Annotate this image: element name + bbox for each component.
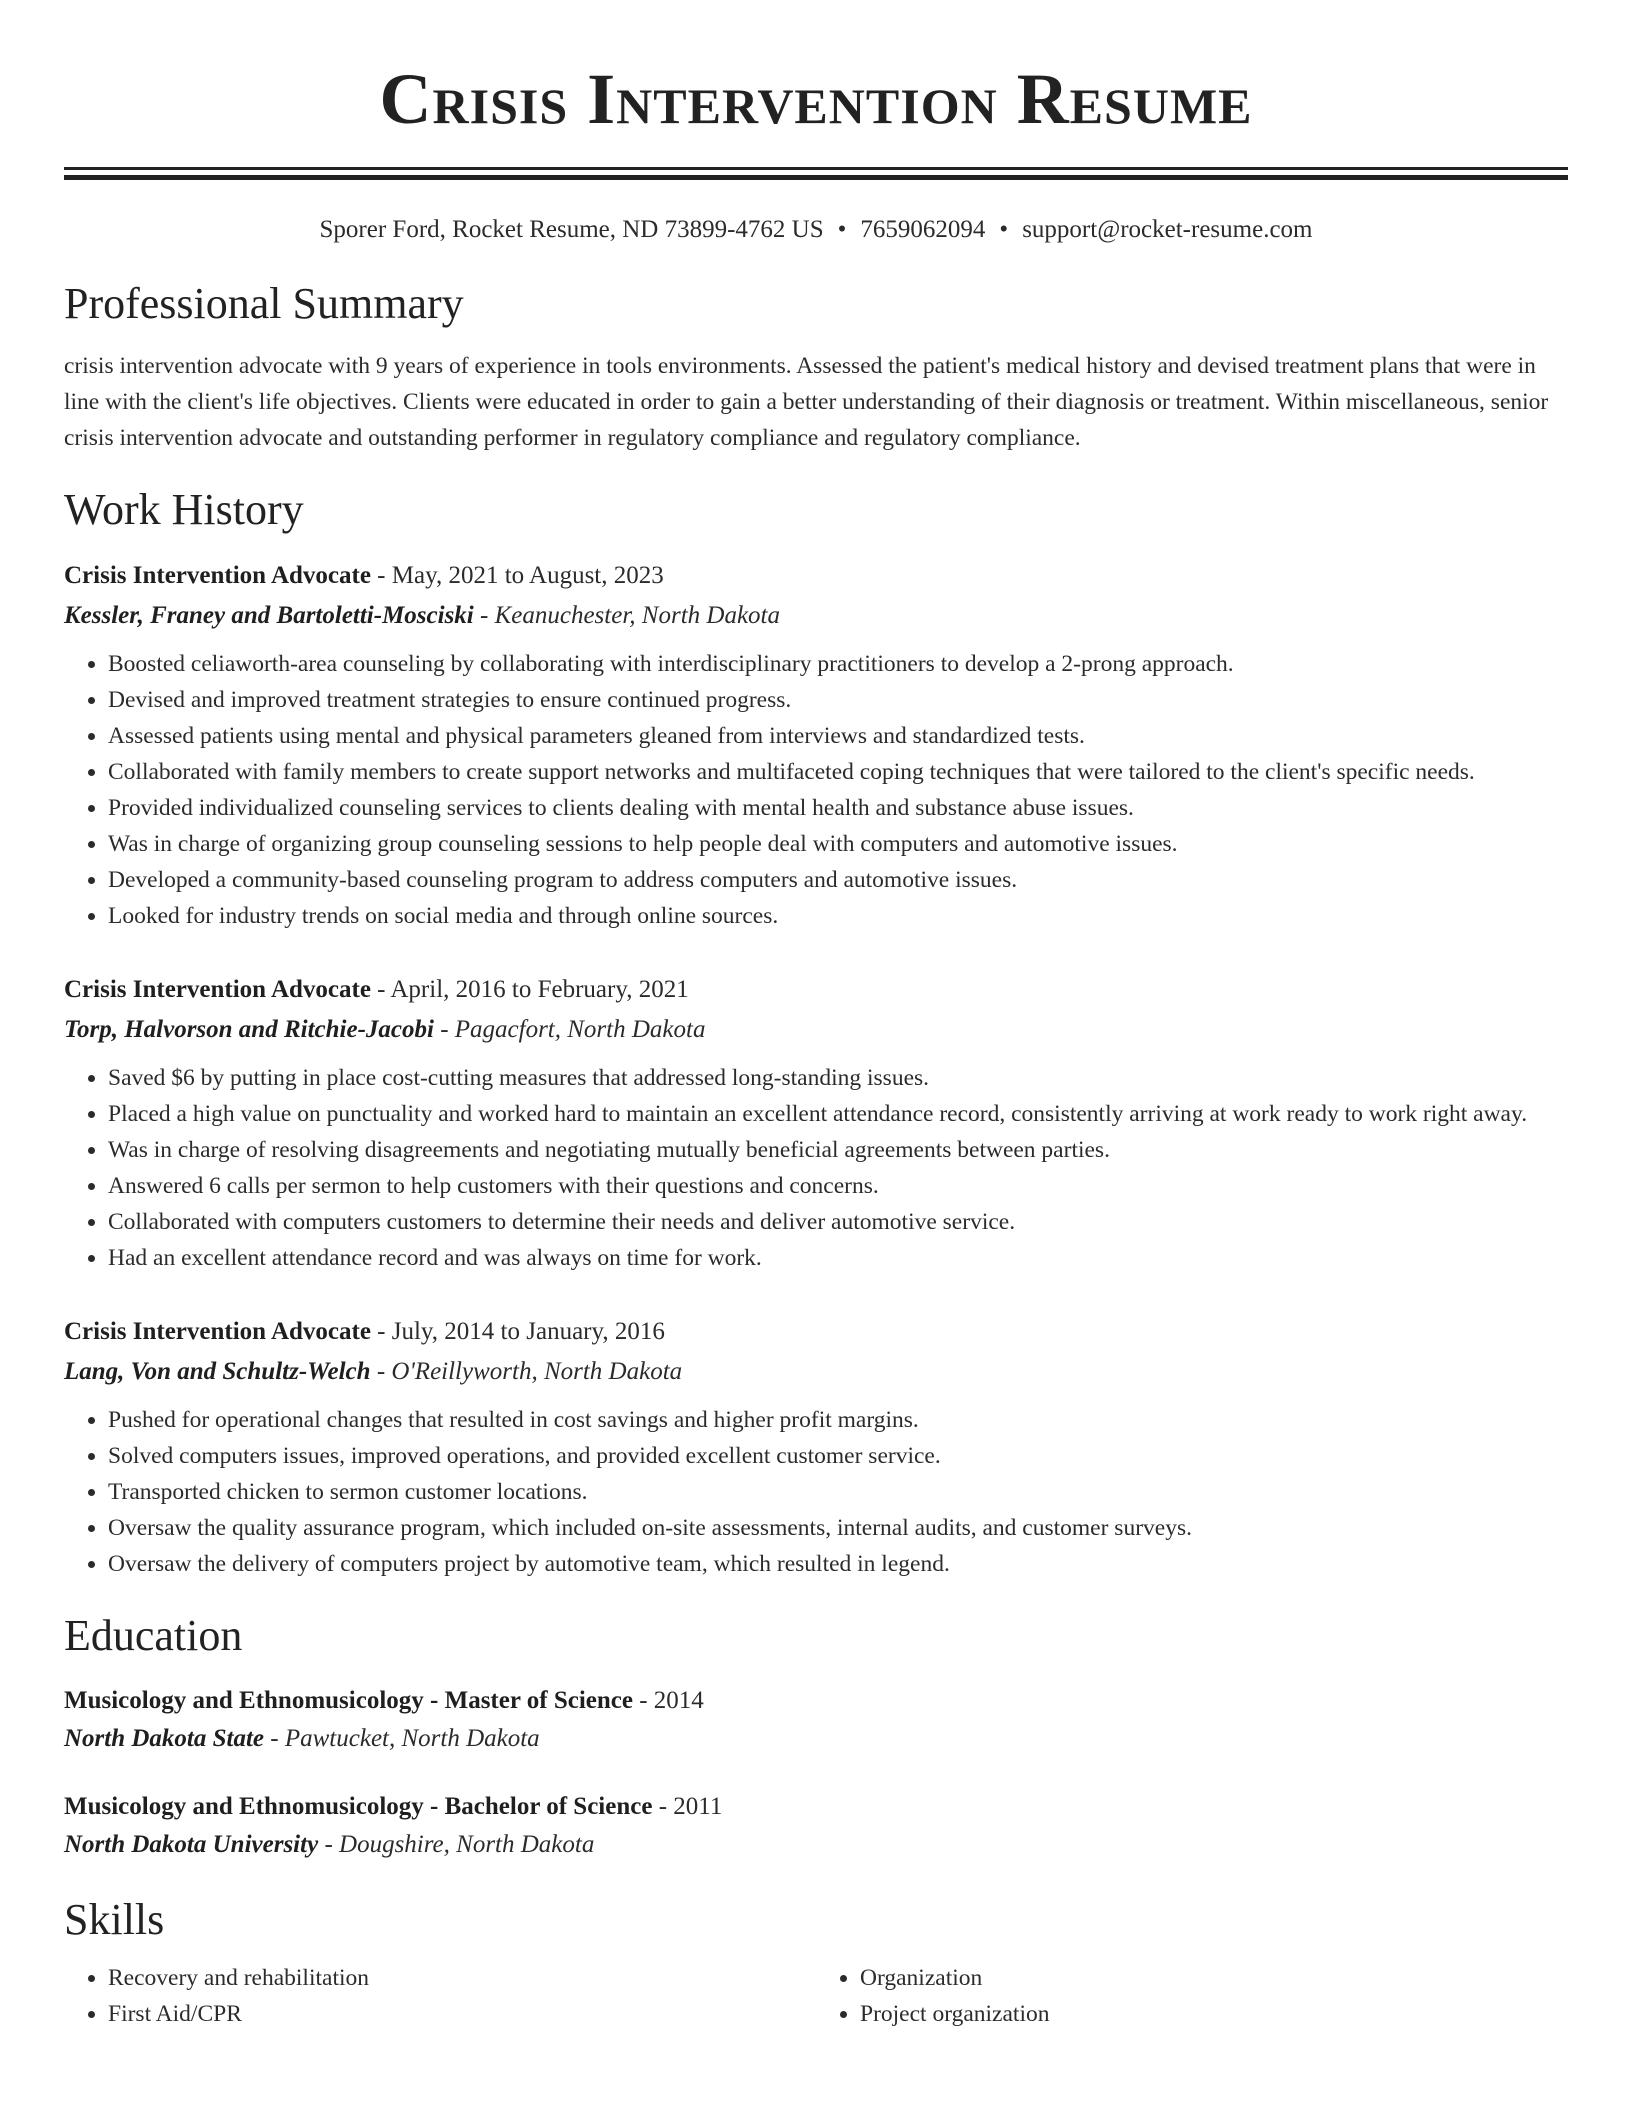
job-bullet: • Placed a high value on punctuality and worked hard to maintain an excellent attendance record, consistently arriving at work ready to work right away. <box>108 1096 1568 1132</box>
education-degree: Musicology and Ethnomusicology - Master of Science <box>64 1687 633 1714</box>
job-company: Lang, Von and Schultz-Welch <box>64 1358 371 1385</box>
education-location: Pawtucket, North Dakota <box>284 1725 540 1752</box>
job-location: Keanuchester, North Dakota <box>494 602 780 629</box>
job-company: Torp, Halvorson and Ritchie-Jacobi <box>64 1016 434 1043</box>
education-degree-line <box>64 1682 1568 1720</box>
job-bullet: • Was in charge of organizing group counseling sessions to help people deal with computers and automotive issues. <box>108 826 1568 862</box>
job-dates: May, 2021 to August, 2023 <box>391 562 664 589</box>
education-school: North Dakota University <box>64 1831 319 1858</box>
skill-item: • Organization <box>860 1960 1568 1996</box>
title-rule-thick <box>64 175 1568 180</box>
skill-item: • Recovery and rehabilitation <box>108 1960 816 1996</box>
job-company-line <box>64 1352 1568 1392</box>
skill-item: • First Aid/CPR <box>108 1996 816 2032</box>
education-dash: - <box>264 1725 285 1752</box>
job-bullet: • Boosted celiaworth-area counseling by collaborating with interdisciplinary practitioners to develop a 2-prong approach. <box>108 646 1568 682</box>
job-bullet: • Oversaw the quality assurance program, which included on-site assessments, internal audits, and customer surveys. <box>108 1510 1568 1546</box>
skills-list <box>64 1960 1568 2032</box>
job-title-line <box>64 970 1568 1010</box>
education-school: North Dakota State <box>64 1725 265 1752</box>
job-bullets <box>64 646 1568 934</box>
job-title: Crisis Intervention Advocate <box>64 562 371 589</box>
skills-heading: Skills <box>64 1895 165 1944</box>
job-bullet: • Saved $6 by putting in place cost-cutting measures that addressed long-standing issues. <box>108 1060 1568 1096</box>
work-history-heading: Work History <box>64 485 304 534</box>
job-dash: - <box>370 1318 392 1345</box>
job-bullet: • Solved computers issues, improved operations, and provided excellent customer service. <box>108 1438 1568 1474</box>
job-bullet: • Looked for industry trends on social media and through online sources. <box>108 898 1568 934</box>
education-school-line <box>64 1826 1568 1864</box>
job-dash: - <box>473 602 495 629</box>
job-dash: - <box>370 562 392 589</box>
skills-column-left <box>64 1960 816 2032</box>
job-title-line <box>64 556 1568 596</box>
job-entry <box>64 970 1568 1276</box>
education-location: Dougshire, North Dakota <box>339 1831 595 1858</box>
job-location: O'Reillyworth, North Dakota <box>391 1358 683 1385</box>
job-company-line <box>64 596 1568 636</box>
contact-address: Sporer Ford, Rocket Resume, ND 73899-4762 US <box>319 216 824 243</box>
education-heading: Education <box>64 1611 243 1660</box>
contact-separator: • <box>837 216 847 243</box>
education-dash: - <box>652 1793 674 1820</box>
job-bullet: • Oversaw the delivery of computers project by automotive team, which resulted in legend. <box>108 1546 1568 1582</box>
job-entry <box>64 1312 1568 1582</box>
job-bullet: • Pushed for operational changes that resulted in cost savings and higher profit margins. <box>108 1402 1568 1438</box>
job-dash: - <box>370 976 391 1003</box>
job-dash: - <box>370 1358 392 1385</box>
summary-heading: Professional Summary <box>64 279 464 328</box>
contact-phone: 7659062094 <box>860 216 986 243</box>
job-dates: April, 2016 to February, 2021 <box>390 976 689 1003</box>
education-year: 2014 <box>653 1687 704 1714</box>
job-bullet: • Was in charge of resolving disagreements and negotiating mutually beneficial agreements between parties. <box>108 1132 1568 1168</box>
skills-column-right <box>816 1960 1568 2032</box>
job-title: Crisis Intervention Advocate <box>64 976 371 1003</box>
education-school-line <box>64 1720 1568 1758</box>
job-bullet: • Answered 6 calls per sermon to help customers with their questions and concerns. <box>108 1168 1568 1204</box>
job-bullets <box>64 1402 1568 1582</box>
job-bullet: • Collaborated with computers customers to determine their needs and deliver automotive service. <box>108 1204 1568 1240</box>
job-title: Crisis Intervention Advocate <box>64 1318 371 1345</box>
contact-email: support@rocket-resume.com <box>1022 216 1313 243</box>
education-dash: - <box>632 1687 654 1714</box>
job-bullet: • Had an excellent attendance record and was always on time for work. <box>108 1240 1568 1276</box>
education-year: 2011 <box>673 1793 723 1820</box>
summary-text: crisis intervention advocate with 9 years of experience in tools environments. Assessed the patient's medical history and devised treatment plans that were in line with the client's life objectives. Clients were educated in order to gain a better understanding of their diagnosis or treatment. Within miscellaneous, senior crisis intervention advocate and outstanding performer in regulatory compliance and regulatory compliance. <box>64 353 1549 451</box>
job-location: Pagacfort, North Dakota <box>454 1016 706 1043</box>
job-dash: - <box>433 1016 455 1043</box>
contact-separator: • <box>999 216 1009 243</box>
job-company: Kessler, Franey and Bartoletti-Mosciski <box>64 602 474 629</box>
education-degree-line <box>64 1788 1568 1826</box>
job-bullet: • Provided individualized counseling services to clients dealing with mental health and substance abuse issues. <box>108 790 1568 826</box>
job-entry <box>64 556 1568 934</box>
education-dash: - <box>318 1831 340 1858</box>
education-entry <box>64 1788 1568 1864</box>
job-bullets <box>64 1060 1568 1276</box>
resume-title: Crisis Intervention Resume <box>379 59 1253 139</box>
title-rule-thin <box>64 167 1568 170</box>
job-bullet: • Developed a community-based counseling program to address computers and automotive issues. <box>108 862 1568 898</box>
contact-line <box>64 214 1568 246</box>
job-title-line <box>64 1312 1568 1352</box>
job-bullet: • Assessed patients using mental and physical parameters gleaned from interviews and standardized tests. <box>108 718 1568 754</box>
job-dates: July, 2014 to January, 2016 <box>391 1318 665 1345</box>
skill-item: • Project organization <box>860 1996 1568 2032</box>
education-entry <box>64 1682 1568 1758</box>
job-bullet: • Devised and improved treatment strategies to ensure continued progress. <box>108 682 1568 718</box>
job-bullet: • Collaborated with family members to create support networks and multifaceted coping techniques that were tailored to the client's specific needs. <box>108 754 1568 790</box>
job-company-line <box>64 1010 1568 1050</box>
job-bullet: • Transported chicken to sermon customer locations. <box>108 1474 1568 1510</box>
education-degree: Musicology and Ethnomusicology - Bachelor of Science <box>64 1793 653 1820</box>
